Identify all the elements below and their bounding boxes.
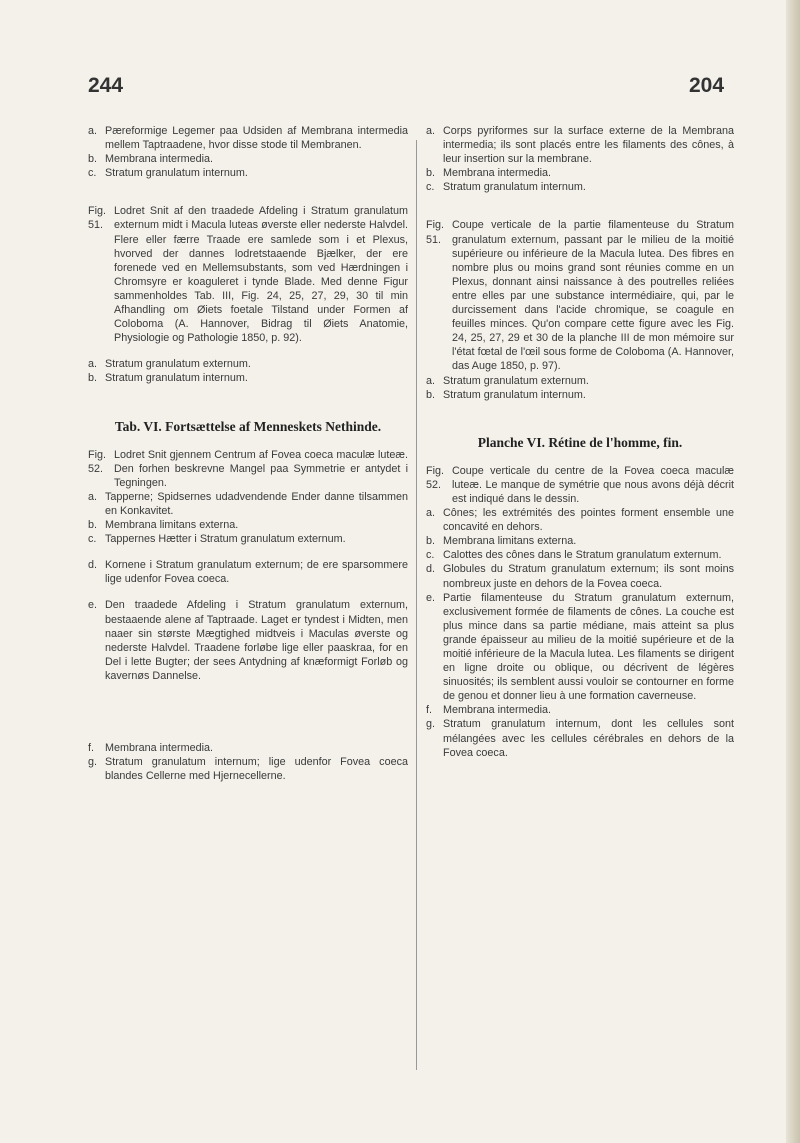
legend-item-d: d. Globules du Stratum granulatum externum; ils sont moins nombreux juste en dehors de la Fovea coeca. [426,563,734,590]
legend-item-g: g. Stratum granulatum internum, dont les cellules sont mélangées avec les cellules cérébrales en dehors de la Fovea coeca. [426,718,734,759]
legend-item-b: b. Stratum granulatum internum. [426,388,586,401]
column-divider [416,140,417,1070]
legend-item-a: a. Stratum granulatum externum. [426,374,589,387]
legend-item-d: d. Kornene i Stratum granulatum externum; de ere sparsommere lige udenfor Fovea coeca. [88,559,408,586]
legend-item-b: b. Stratum granulatum internum. [88,372,248,385]
figure-52-caption: Fig. 52. Lodret Snit gjennem Centrum af Fovea coeca maculæ luteæ. Den forhen beskrevne Mangel paa Symmetrie er antydet i Tegningen. [88,448,408,489]
french-column [426,124,734,760]
legend-item-c: c. Stratum granulatum internum. [426,181,586,194]
legend-item-a: a. Corps pyriformes sur la surface externe de la Membrana intermedia; ils sont placés entre les filaments des cônes, à leur insertion sur la membrane. [426,125,734,166]
legend-item-a: a. Tapperne; Spidsernes udadvendende Ender danne tilsammen en Konkavitet. [88,490,408,517]
legend-item-e: e. Partie filamenteuse du Stratum granulatum externum, exclusivement formée de filaments de cônes. La couche est plus mince dans sa partie médiane, mais atteint sa plus grande épaisseur au milieu de la moitié supérieure et de la moitié inférieure de la Macula lutea. Les filaments se dirigent en ligne droite ou oblique, ou décrivent de légères sinuosités; ils semblent aussi vouloir se contourner en forme de genou et donner lieu à une formation caverneuse. [426,591,734,703]
legend-item-b: b. Membrana intermedia. [426,167,552,180]
legend-item-f: f. Membrana intermedia. [88,742,214,754]
legend-item-f: f. Membrana intermedia. [426,704,552,717]
section-title: Tab. VI. Fortsættelse af Menneskets Nethinde. [114,418,382,434]
legend-item-a: a. Stratum granulatum externum. [88,358,251,371]
legend-item-c: c. Calottes des cônes dans le Stratum granulatum externum. [426,549,722,562]
section-title: Planche VI. Rétine de l'homme, fin. [477,434,683,450]
legend-item-a: a. Pæreformige Legemer paa Udsiden af Membrana intermedia mellem Taptraadene, hvor disse stode til Membranen. [88,125,408,152]
page-number-right: 204 [689,74,725,97]
scan-edge [786,0,800,1143]
legend-item-e: e. Den traadede Afdeling i Stratum granulatum externum, bestaaende alene af Taptraade. Laget er tyndest i Midten, men naaer sin største Mægtighed midtveis i Maculas øverste og nederste Halvdel. Traadene forløbe lige eller paaskraa, for en Del i lette Bugter; der sees Antydning af knæformigt Forløb og kavernøs Dannelse. [88,599,408,682]
figure-52-caption: Fig. 52. Coupe verticale du centre de la Fovea coeca maculæ luteæ. Le manque de symétrie que nous avons déjà décrit est indiqué dans le dessin. [426,464,734,505]
legend-item-g: g. Stratum granulatum internum; lige udenfor Fovea coeca blandes Cellerne med Hjernecellerne. [88,756,408,783]
page-number-left: 244 [88,74,124,97]
danish-column [88,124,408,783]
legend-item-c: c. Stratum granulatum internum. [88,167,248,180]
figure-51-caption: Fig. 51. Lodret Snit af den traadede Afdeling i Stratum granulatum externum midt i Macula luteas øverste eller nederste Halvdel. Flere eller færre Traade ere samlede som i et Plexus, hvorved der dannes lodretstaaende Bjælker, der ere forenede ved en Mellemsubstants, som ved Hærdningen i Chromsyre er koaguleret i tynde Blade. Med denne Figur sammenholdes Tab. III, Fig. 24, 25, 27, 29, 30 til min Afhandling om Øiets foetale Tilstand under Formen af Coloboma (A. Hannover, Bidrag til Øiets Anatomie, Physiologie og Pathologie 1850, p. 92). [88,205,408,345]
legend-item-b: b. Membrana intermedia. [88,153,214,166]
legend-item-b: b. Membrana limitans externa. [88,519,239,532]
legend-item-b: b. Membrana limitans externa. [426,535,577,548]
legend-item-c: c. Tappernes Hætter i Stratum granulatum externum. [88,533,346,546]
legend-item-a: a. Cônes; les extrémités des pointes forment ensemble une concavité en dehors. [426,507,734,534]
figure-51-caption: Fig. 51. Coupe verticale de la partie filamenteuse du Stratum granulatum externum, passant par le milieu de la moitié supérieure ou inférieure de la Macula lutea. Des fibres en nombre plus ou moins grand sont réunies comme en un Plexus, donnant ainsi naissance à des poutrelles reliées entre elles par une substance intermédiaire, qui, par le durcissement dans l'acide chromique, se coagule en feuilles minces. Qu'on compare cette figure avec les Fig. 24, 25, 27, 29 et 30 de la planche III de mon mémoire sur l'état fœtal de l'œil sous forme de Coloboma (A. Hannover, das Auge 1850, p. 97). [426,219,734,373]
